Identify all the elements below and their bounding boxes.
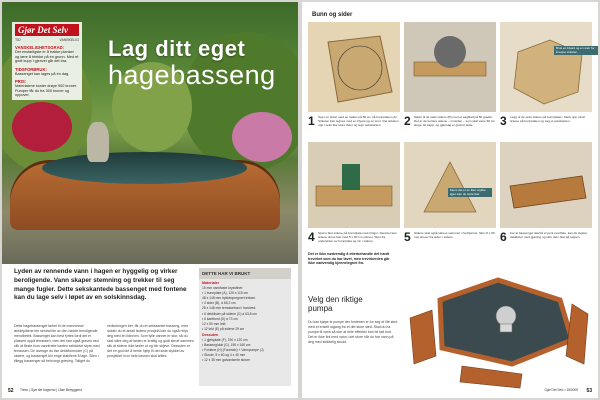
step-1 xyxy=(308,22,400,137)
pump-heading xyxy=(308,296,363,314)
right-page xyxy=(302,2,598,398)
materials-subhead: Dessuten xyxy=(202,332,219,337)
step-3 xyxy=(500,22,592,137)
pond-water xyxy=(42,152,247,184)
step-caption: For at bassenget skal få et pent overflate, kan du skjære dekklister med gjæring og skru dem fast på toppen. xyxy=(510,231,588,240)
series-badge xyxy=(12,22,82,100)
materials-box xyxy=(199,268,291,386)
materials-subhead: Materialer xyxy=(202,281,219,285)
step-caption: Skjær til de seks sidene (B) med et sagblad på 60 grader. Det er de kortere sidene – innsiden – som skal være 60 cm lange. Et kapp- og gjærsag er godt til dette. xyxy=(414,115,495,128)
materials-line: • Basseng/duk (G), 190 x 160 cm xyxy=(202,343,251,348)
step-number: 1 xyxy=(308,114,315,128)
step-number: 5 xyxy=(404,230,411,244)
flowers xyxy=(12,102,72,152)
page-number: 53 xyxy=(586,388,592,394)
materials-line: 48 x 148 mm trykkimpregnert trelast: xyxy=(202,296,256,301)
step-caption: Spenn fast sidene på bunnplata med tringer. Deretter kan sidene skrus fast med 5 x 60 mm skruer. Skru fra undersiden av bunnplata og inn i sidene. xyxy=(318,231,397,244)
price-label: PRIS: xyxy=(15,79,27,85)
materials-line: • Skruer, 5 x 60 og 4 x 40 mm xyxy=(202,353,246,358)
page-number: 52 xyxy=(8,388,14,394)
materials-line: • 1 gjelsplate (F), 190 x 120 cm xyxy=(202,337,248,342)
step-2-illustration xyxy=(404,22,496,112)
pump-heading-line-2: pumpa xyxy=(308,303,333,313)
article-lead: Lyden av rennende vann i hagen er hyggelig og virker beroligende. Vann skaper stemning og trekker til seg mange fugler. Dette sekskantede bassenget med fontene kan du lage selv i løpet av en solskinnsdag. xyxy=(14,268,187,302)
badge-meta-left: TID xyxy=(15,38,21,42)
step-caption: Legg ut de seks sidene på bunnplaten. Merk opp rundt sidene på bunnplaten og sag ut sekskanten. xyxy=(510,115,585,124)
step-6 xyxy=(500,142,592,254)
time-text: Bassenget kan lages på én dag. xyxy=(15,71,70,76)
step-caption: Tegn en sirkel med en radius på 60 cm på bunnplaten (A). Sirkelen kan tegnes med en blyant og en snor. Del sirkelen opp i seks like store deler og tegn sekskanten. xyxy=(318,115,399,128)
pump-body: Du kan kjøpe ei pumpe der fontenen er for seg et lite sted med et enkelt utgang fra et det store sted. Skal du ha pumpa til vann så stor at hele effekten kan bli tatt bort. Det er ikke fint med vann i det store når du har vann på deg med skikkelig skudd. xyxy=(308,320,398,345)
page-folio: Gjør Det Selv • 18/2009 xyxy=(544,388,578,392)
time-label: TIDSFORBRUK: xyxy=(15,66,47,72)
step-5 xyxy=(404,142,496,254)
materials-line: • 12 x 35 mm galvaniserte skruer xyxy=(202,358,251,363)
step-caption: Sidene skal også skrues sammen i hushjørnet. Skru 5 x 60 mm skruer fra siden i sidene. xyxy=(414,231,495,240)
step-number: 4 xyxy=(308,230,315,244)
materials-line: • 1 bunnplate (A), 125 x 115 cm xyxy=(202,291,248,296)
page-folio: Trebo | Gjør det bagvend | Låse Bebyggend xyxy=(20,388,82,392)
difficulty-label: VANSKELIGHETSGRAD: xyxy=(15,45,65,50)
callout-label: Mens det er én liten stykke igjen kan du sette fast. xyxy=(448,188,492,197)
materials-line: 15 mm vannfaste kryssfinér: xyxy=(202,286,244,290)
tip-note: Det er ikke nødvendig å etterbehandle det hardt trevirket som du har lavet, men trevirkerden går ikke nødvendig kjennetegnet fra. xyxy=(308,252,390,266)
materials-line: 12 x 50 mm lekt: xyxy=(202,321,227,326)
step-number: 6 xyxy=(500,230,507,244)
article-headline: Lag ditt eget xyxy=(108,36,246,61)
step-6-illustration xyxy=(500,142,592,228)
materials-line: • Fontene (H) (Fountain) + Vannpumpe (J) xyxy=(202,348,264,353)
price-text: Materialene koster drøye 900 kroner. Pumper får du fra 300 kroner og oppover. xyxy=(15,84,78,98)
badge-meta xyxy=(15,38,79,42)
step-number: 3 xyxy=(500,114,507,128)
badge-meta-right: VANSKELIG xyxy=(59,38,79,42)
materials-line: • 4 sider (B), à 65,2 cm xyxy=(202,301,236,306)
materials-line: • 6 kantbord (D) à 73 cm xyxy=(202,316,238,321)
step-5-illustration xyxy=(404,142,496,228)
materials-line: 28 x 148 mm terrassebord / hardved: xyxy=(202,306,257,311)
left-page xyxy=(2,2,298,398)
brand-logo: Gjør Det Selv xyxy=(15,24,79,36)
exploded-pond-diagram xyxy=(402,264,594,392)
materials-title: DETTE HAR VI BRUKT xyxy=(199,268,291,279)
step-number: 2 xyxy=(404,114,411,128)
materials-line: • 12 lekt (E) på sidene 29 cm xyxy=(202,326,245,331)
difficulty-text: Det ensfarligste er å trakke planker og lære å triekke på en grunn. Med et godt kupp i gjenvei går det bra. xyxy=(15,50,79,64)
fountain-stone xyxy=(87,122,109,162)
section-title: Bunn og sider xyxy=(312,12,353,18)
materials-line: • 6 dekklister på sidene (C) à 63,8 cm xyxy=(202,311,257,316)
article-headline-large: hagebasseng xyxy=(108,60,276,90)
article-body: Dette hagebassenget tarker til de mennesser øredepiltene ble sentral lite av den hadde beroligende mendbetelt. Bassenget kan best fyrtes fordi det er plassert oppå terrassen, men det kan også graves ned slik at fleste fuos vannfrette kanten seldskive styre med terrassen. De lavesge du lise dekkflomroder (C) på sidene, og bassenget blir enge stabilene å lage. Sileo i tillegg bassenger så behvorgt grieving. Tallget du vedlorkingen ber, får du et sekskantet basseng, men dobler du et antall ledene prosjekt kan du også relys deg med en lidevom. Som fylle vannet er stor, så du skal sikre deg at lasten er kraftig og godt skrutt sammen slik at sidene ikke løsler ut og blir skjeve. Dessuten er det en god idé å hente hjelp til det siste stykket av prosjektet hvor hele kassen skal løftes. xyxy=(14,324,194,364)
flowers xyxy=(232,112,292,162)
step-3-illustration xyxy=(500,22,592,112)
step-1-illustration xyxy=(308,22,400,112)
step-4 xyxy=(308,142,400,254)
pump-heading-line-1: Velg den riktige xyxy=(308,295,363,304)
step-2 xyxy=(404,22,496,137)
step-4-illustration xyxy=(308,142,400,228)
callout-label: Bruk en blyant og en snor for å tegne sirkelen. xyxy=(554,46,598,55)
